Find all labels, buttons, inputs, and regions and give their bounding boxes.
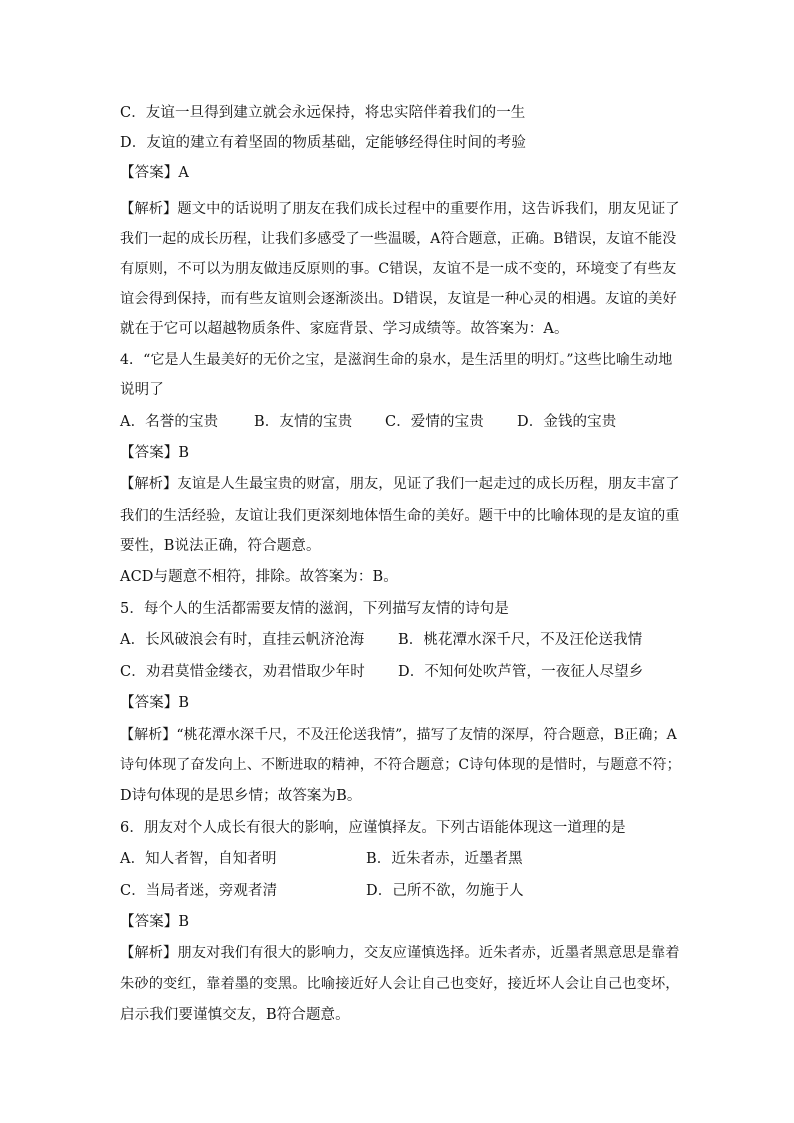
q5-analysis-line: 【解析】“桃花潭水深千尺，不及汪伦送我情”，描写了友情的深厚，符合题意，B正确；A bbox=[120, 727, 677, 743]
q6-answer: 【答案】B bbox=[120, 914, 190, 930]
q5-analysis-line: D诗句体现的是思乡情；故答案为B。 bbox=[120, 788, 362, 804]
q4-analysis-line: 我们的生活经验，友谊让我们更深刻地体悟生命的美好。题干中的比喻体现的是友谊的重 bbox=[120, 508, 680, 524]
q6-stem: 6．朋友对个人成长有很大的影响，应谨慎择友。下列古语能体现这一道理的是 bbox=[120, 820, 626, 836]
q4-analysis-line: 【解析】友谊是人生最宝贵的财富，朋友，见证了我们一起走过的成长历程，朋友丰富了 bbox=[120, 476, 680, 492]
q3-analysis-line: 谊会得到保持，而有些友谊则会逐渐淡出。D错误，友谊是一种心灵的相遇。友谊的美好 bbox=[120, 291, 677, 307]
q4-analysis-line: 要性，B说法正确，符合题意。 bbox=[120, 538, 321, 554]
q6-analysis-line: 朱砂的变红，靠着墨的变黑。比喻接近好人会让自己也变好，接近坏人会让自己也变坏， bbox=[120, 976, 680, 992]
q5-stem: 5．每个人的生活都需要友情的滋润，下列描写友情的诗句是 bbox=[120, 601, 509, 617]
q5-analysis-line: 诗句体现了奋发向上、不断进取的精神，不符合题意；C诗句体现的是惜时，与题意不符； bbox=[120, 757, 681, 773]
q5-option-a: A．长风破浪会有时，直挂云帆济沧海 bbox=[120, 632, 365, 648]
q4-analysis-line: ACD与题意不相符，排除。故答案为：B。 bbox=[120, 569, 398, 585]
q4-stem: 4．“它是人生最美好的无价之宝，是滋润生命的泉水，是生活里的明灯。”这些比喻生动地 bbox=[120, 352, 673, 368]
q6-analysis-line: 启示我们要谨慎交友，B符合题意。 bbox=[120, 1007, 350, 1023]
q5-option-b: B．桃花潭水深千尺，不及汪伦送我情 bbox=[398, 632, 643, 648]
q3-answer: 【答案】A bbox=[120, 165, 189, 181]
document-page bbox=[120, 0, 680, 1123]
q4-option-d: D．金钱的宝贵 bbox=[517, 414, 617, 430]
q6-option-c: C．当局者迷，旁观者清 bbox=[120, 883, 278, 899]
q4-options-row bbox=[120, 409, 680, 435]
q4-option-c: C．爱情的宝贵 bbox=[385, 414, 484, 430]
q6-option-b: B．近朱者赤，近墨者黑 bbox=[366, 851, 523, 867]
q5-answer: 【答案】B bbox=[120, 695, 190, 711]
q6-option-a: A．知人者智，自知者明 bbox=[120, 851, 277, 867]
q4-option-b: B．友情的宝贵 bbox=[254, 414, 353, 430]
q6-option-d: D．己所不欲，勿施于人 bbox=[366, 883, 524, 899]
q5-option-c: C．劝君莫惜金缕衣，劝君惜取少年时 bbox=[120, 664, 365, 680]
q6-analysis-line: 【解析】朋友对我们有很大的影响力，交友应谨慎选择。近朱者赤，近墨者黑意思是靠着 bbox=[120, 945, 680, 961]
q6-options-row bbox=[120, 846, 680, 872]
q3-analysis-line: 有原则，不可以为朋友做违反原则的事。C错误，友谊不是一成不变的，环境变了有些友 bbox=[120, 261, 677, 277]
q3-option-d: D．友谊的建立有着坚固的物质基础，定能够经得住时间的考验 bbox=[120, 135, 526, 151]
q3-analysis-line: 我们一起的成长历程，让我们多感受了一些温暖，A符合题意，正确。B错误，友谊不能没 bbox=[120, 231, 677, 247]
q3-option-c: C．友谊一旦得到建立就会永远保持，将忠实陪伴着我们的一生 bbox=[120, 105, 526, 121]
q6-options-row bbox=[120, 878, 680, 904]
q4-option-a: A．名誉的宝贵 bbox=[120, 414, 219, 430]
q3-analysis-line: 【解析】题文中的话说明了朋友在我们成长过程中的重要作用，这告诉我们，朋友见证了 bbox=[120, 201, 680, 217]
q3-analysis-line: 就在于它可以超越物质条件、家庭背景、学习成绩等。故答案为：A。 bbox=[120, 321, 569, 337]
q4-stem: 说明了 bbox=[120, 382, 164, 398]
q4-answer: 【答案】B bbox=[120, 445, 190, 461]
q5-option-d: D．不知何处吹芦管，一夜征人尽望乡 bbox=[398, 664, 644, 680]
q5-options-row bbox=[120, 627, 680, 653]
q5-options-row bbox=[120, 659, 680, 685]
